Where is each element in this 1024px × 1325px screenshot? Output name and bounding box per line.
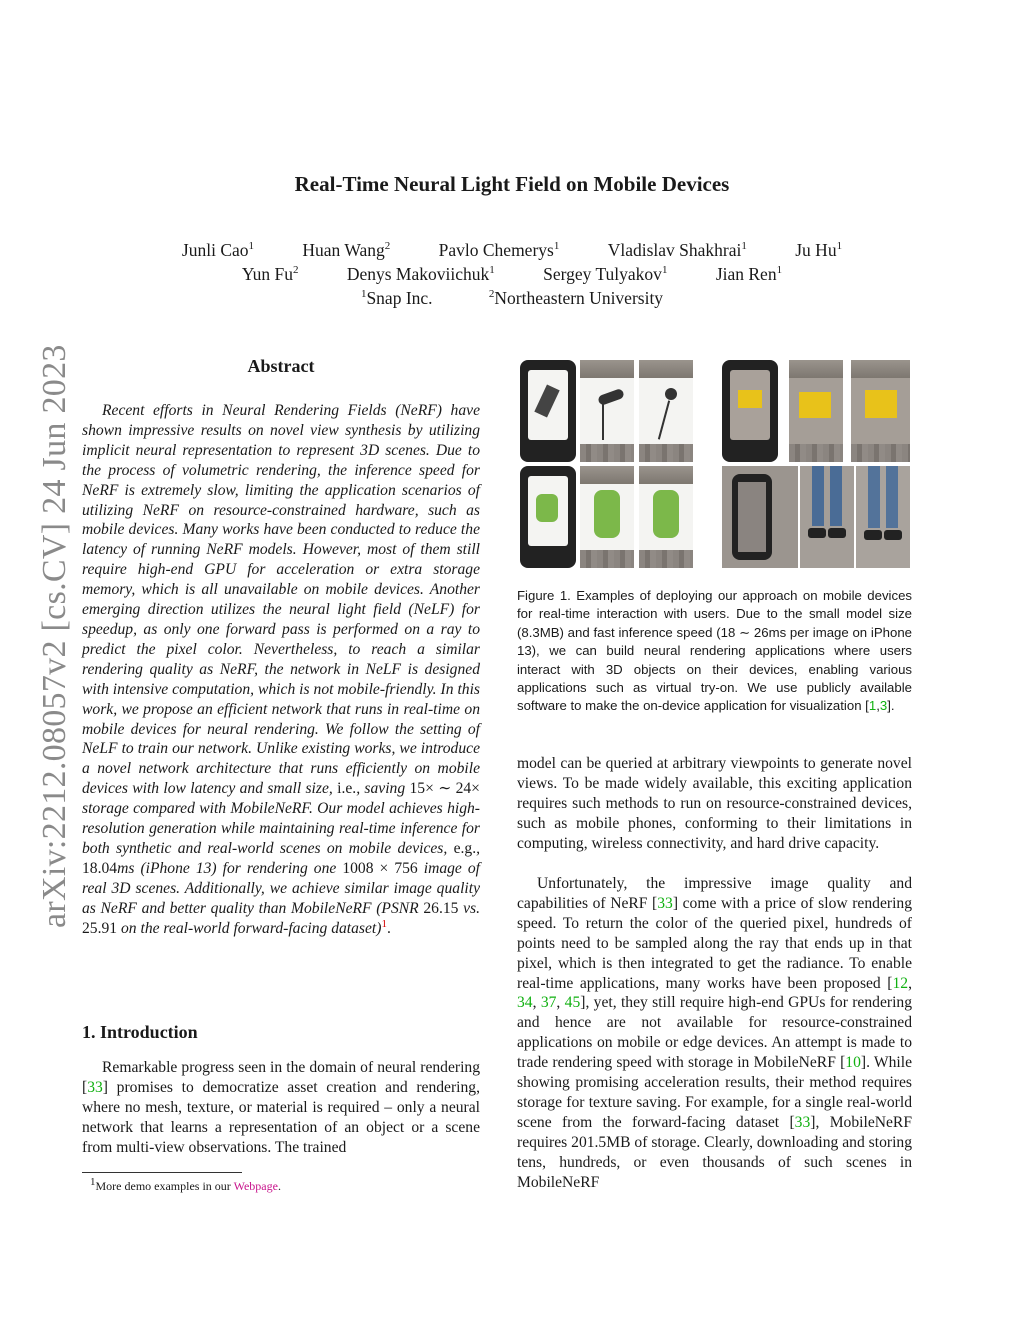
figure-1-caption: Figure 1. Examples of deploying our approach on mobile devices for real-time interaction with users. Due to the small model size (8.3MB) and fast inference speed (18 ∼ 26ms per image on iPhone 13), we can build neural rendering applications where users interact with 3D objects on their devices, enabling various applications such as virtual try-on. We use publicly available software to make the on-device application for visualization [1,3]. <box>517 588 913 714</box>
footnote-marker[interactable]: 1 <box>381 917 387 930</box>
citation-link[interactable]: 33 <box>87 1078 103 1096</box>
render-shoes-2 <box>856 466 910 568</box>
author: Huan Wang$^2$ <box>302 240 391 260</box>
arxiv-identifier: arXiv:2212.08057v2 [cs.CV] 24 Jun 2023 <box>36 344 73 928</box>
author: Denys Makoviichuk$^1$ <box>346 264 495 284</box>
render-excavator-2 <box>851 360 910 462</box>
phone-photo-microphone <box>520 360 576 462</box>
paper-title: Real-Time Neural Light Field on Mobile Devices <box>294 172 730 196</box>
right-column-paragraph-1: model can be queried at arbitrary viewpoints to generate novel views. To be made widely available, this exciting application requires such methods to run on resource-constrained devices, such as mobile phones, conforming to their limitations in computing, wireless connectivity, and hard drive capacity. <box>517 755 912 852</box>
affiliation: $^1$Snap Inc. <box>360 288 433 308</box>
authors-row-2 <box>0 264 1024 285</box>
render-microphone-1 <box>580 360 634 462</box>
webpage-link[interactable]: Webpage <box>233 1179 278 1193</box>
citation-link[interactable]: 33 <box>657 894 673 912</box>
author: Yun Fu$^2$ <box>241 264 299 284</box>
citation-link[interactable]: 3 <box>879 698 888 714</box>
citation-link[interactable]: 33 <box>794 1113 811 1131</box>
author: Ju Hu$^1$ <box>795 240 843 260</box>
render-excavator-1 <box>789 360 843 462</box>
author: Junli Cao$^1$ <box>181 240 255 260</box>
author: Pavlo Chemerys$^1$ <box>438 240 560 260</box>
author: Sergey Tulyakov$^1$ <box>543 264 668 284</box>
phone-photo-excavator <box>722 360 778 462</box>
citation-link[interactable]: 12 <box>892 974 909 992</box>
affiliation: $^2$Northeastern University <box>488 288 664 308</box>
citation-link[interactable]: 45 <box>564 994 581 1012</box>
citation-link[interactable]: 34 <box>517 994 533 1012</box>
abstract-heading: Abstract <box>247 356 315 376</box>
footnote-rule <box>82 1172 242 1173</box>
render-shoes-1 <box>800 466 854 568</box>
abstract-text: Recent efforts in Neural Rendering Fields (NeRF) have shown impressive results on novel view synthesis by utilizing implicit neural representation to represent 3D scenes. Due to the process of volumetric rendering, the inference speed for NeRF is extremely slow, limiting the application scenarios of utilizing NeRF on resource-constrained hardware, such as mobile devices. Many works have been conducted to reduce the latency of running NeRF models. However, most of them still require high-end GPU for acceleration or extra storage memory, which is all unavailable on mobile devices. Another emerging direction utilizes the neural light field (NeLF) for speedup, as only one forward pass is performed on a ray to predict the pixel color. Nevertheless, to reach a similar rendering quality as NeRF, the network in NeLF is designed with intensive computation, which is not mobile-friendly. In this work, we propose an efficient network that runs in real-time on mobile devices for neural rendering. We follow the setting of NeLF to train our network. Unlike existing works, we introduce a novel network architecture that runs efficiently on mobile devices with low latency and small size, i.e., saving 15× ∼ 24× storage compared with MobileNeRF. Our model achieves high-resolution generation while maintaining real-time inference for both synthetic and real-world scenes on mobile devices, e.g., 18.04ms (iPhone 13) for rendering one 1008 × 756 image of real 3D scenes. Additionally, we achieve similar image quality as NeRF and better quality than MobileNeRF (PSNR 26.15 vs. 25.91 on the real-world forward-facing dataset)$^1$. <box>82 402 480 937</box>
author: Jian Ren$^1$ <box>715 264 783 284</box>
author: Vladislav Shakhrai$^1$ <box>607 240 747 260</box>
phone-photo-shoes <box>722 466 798 568</box>
render-chair-1 <box>580 466 634 568</box>
render-microphone-2 <box>639 360 693 462</box>
citation-link[interactable]: 37 <box>540 994 557 1012</box>
authors-row-1 <box>0 240 1024 261</box>
footnote: $^1$More demo examples in our Webpage. <box>90 1176 281 1193</box>
figure-1-image <box>519 360 911 568</box>
citation-link[interactable]: 10 <box>845 1054 861 1072</box>
citation-link[interactable]: 1 <box>868 698 877 714</box>
render-chair-2 <box>639 466 693 568</box>
phone-photo-chair <box>520 466 576 568</box>
intro-text: Remarkable progress seen in the domain of neural rendering [33] promises to democratize asset creation and rendering, where no mesh, texture, or material is required – only a neural network that learns a representation of an object or a scene from multi-view observations. The trained <box>82 1059 480 1156</box>
right-column-paragraph-2: Unfortunately, the impressive image quality and capabilities of NeRF [33] come with a price of slow rendering speed. To return the color of the queried pixel, hundreds of points need to be sampled along the ray that ends up in that pixel, which is then integrated to get the radiance. To enable real-time applications, many works have been proposed [12, 34, 37, 45], yet, they still require high-end GPUs for rendering and hence are not available for resource-constrained applications on mobile or edge devices. An attempt is made to trade rendering speed with storage in MobileNeRF [10]. While showing promising acceleration results, their method requires storage for texture saving. For example, for a single real-world scene from the forward-facing dataset [33], MobileNeRF requires 201.5MB of storage. Clearly, downloading and storing tens, hundreds, or even thousands of such scenes in MobileNeRF <box>517 875 912 1191</box>
intro-heading: 1. Introduction <box>82 1022 198 1042</box>
affiliations <box>0 288 1024 309</box>
